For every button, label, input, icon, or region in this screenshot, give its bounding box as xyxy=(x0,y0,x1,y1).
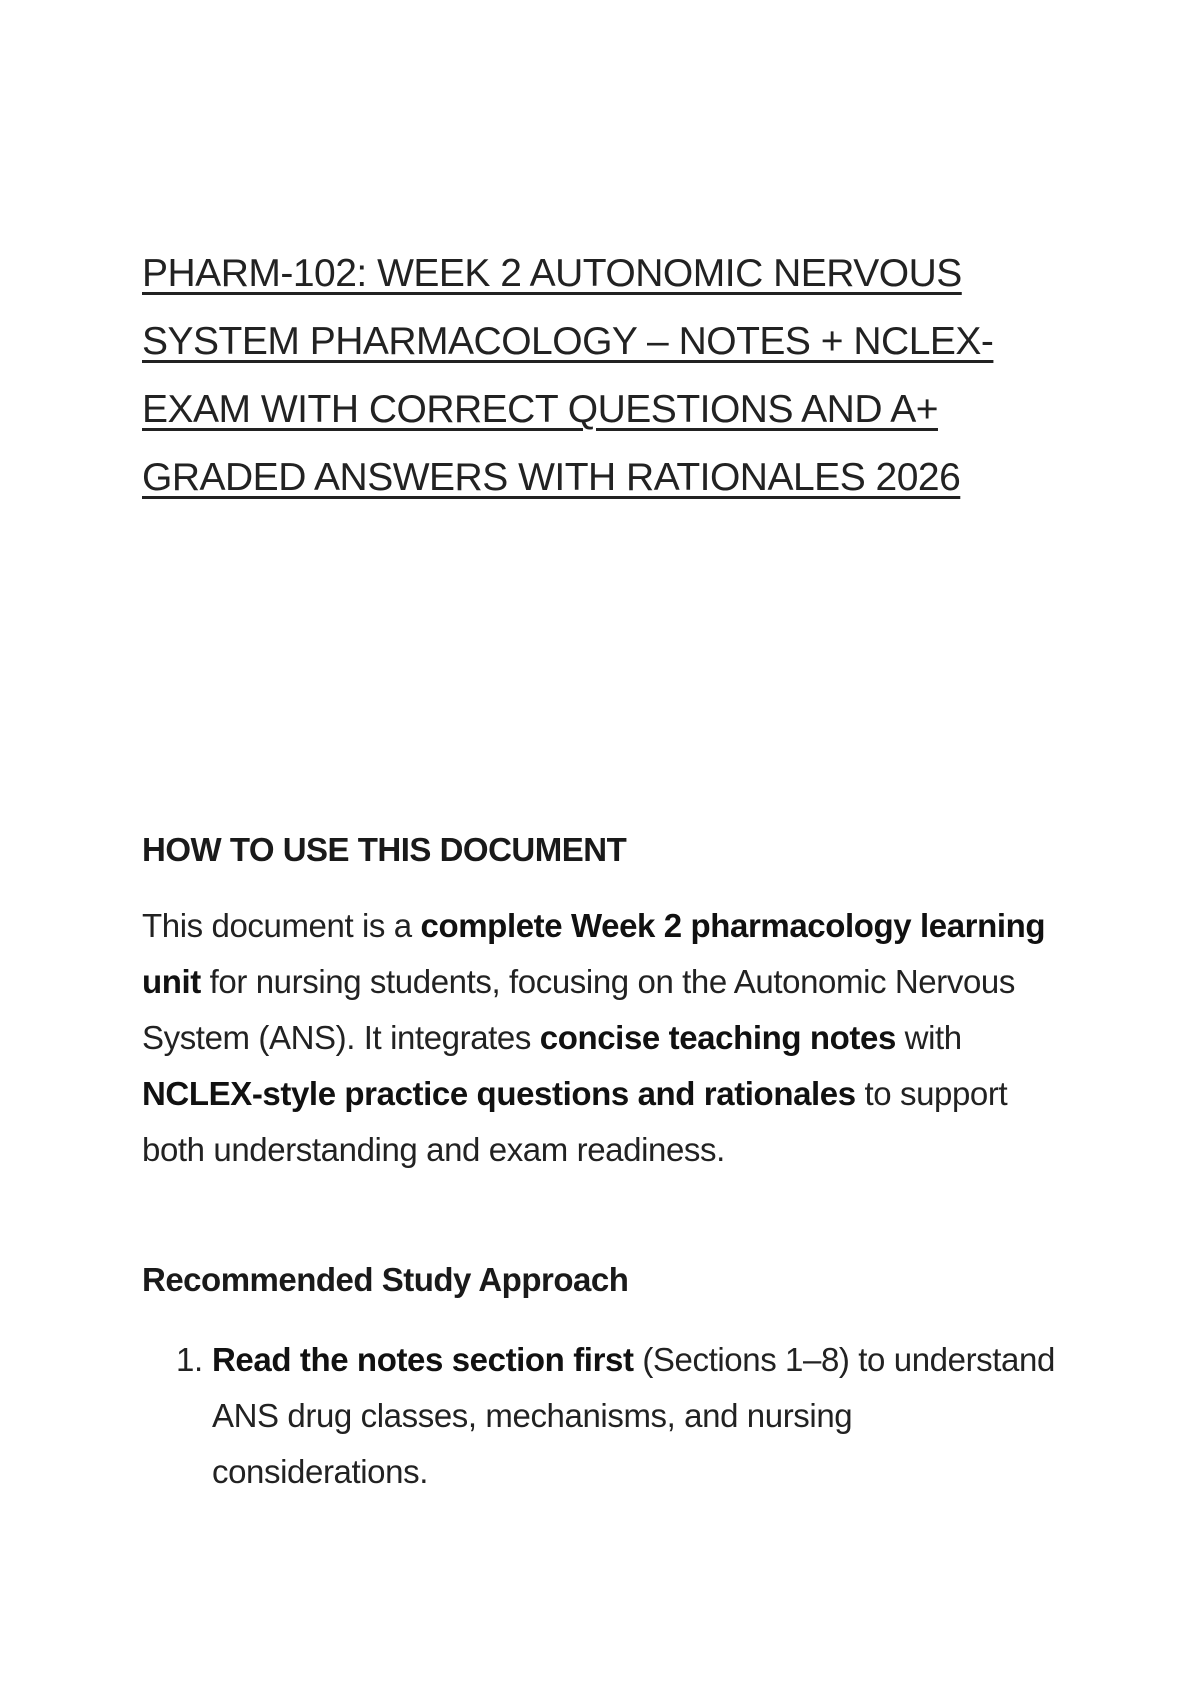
intro-paragraph xyxy=(142,898,1062,1178)
step-number: 1. xyxy=(176,1341,203,1378)
title-line: EXAM WITH CORRECT QUESTIONS AND A+ xyxy=(142,388,938,431)
step-text: (Sections 1–8) to understand ANS drug classes, mechanisms, and nursing considerations. xyxy=(212,1341,1055,1490)
intro-bold-text: NCLEX-style practice questions and rationales xyxy=(142,1075,856,1112)
study-step xyxy=(142,1332,1062,1500)
intro-text: for nursing students, focusing on the Autonomic Nervous System (ANS). It integrates xyxy=(142,963,1015,1056)
intro-text: with xyxy=(895,1019,962,1056)
study-approach-heading: Recommended Study Approach xyxy=(142,1261,629,1298)
intro-text: to support both understanding and exam readiness. xyxy=(142,1075,1008,1168)
title-line: PHARM-102: WEEK 2 AUTONOMIC NERVOUS xyxy=(142,252,962,295)
title-line: GRADED ANSWERS WITH RATIONALES 2026 xyxy=(142,456,961,499)
title-line: SYSTEM PHARMACOLOGY – NOTES + NCLEX- xyxy=(142,320,994,363)
intro-bold-text: complete Week 2 pharmacology learning unit xyxy=(142,907,1046,1000)
document-title xyxy=(142,240,1062,512)
intro-bold-text: concise teaching notes xyxy=(539,1019,896,1056)
how-to-use-heading: HOW TO USE THIS DOCUMENT xyxy=(142,831,627,868)
step-bold-text: Read the notes section first xyxy=(212,1341,634,1378)
intro-text: This document is a xyxy=(142,907,421,944)
study-steps-list xyxy=(142,1332,1062,1500)
